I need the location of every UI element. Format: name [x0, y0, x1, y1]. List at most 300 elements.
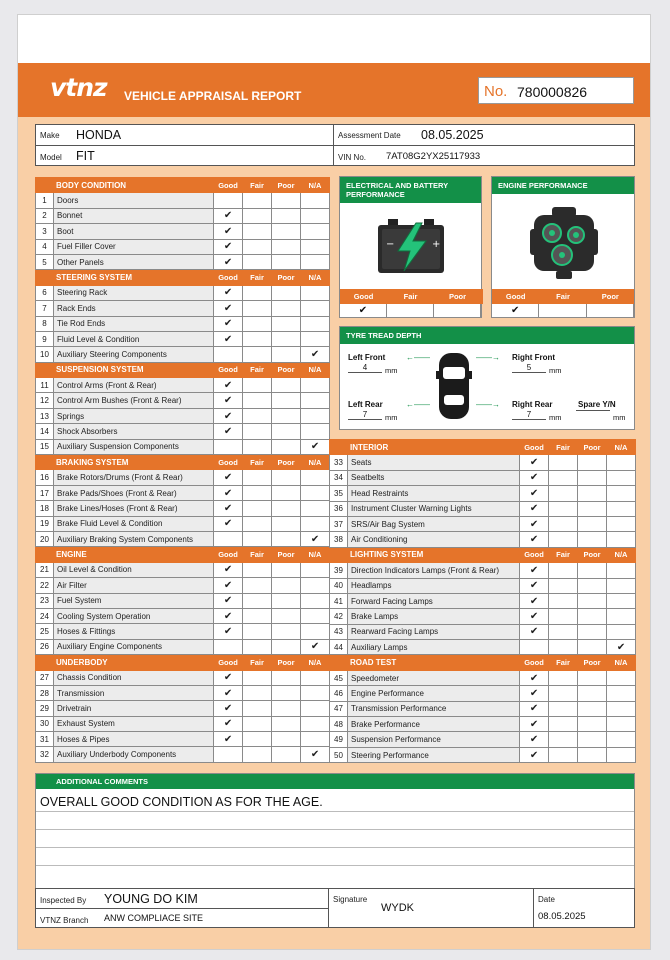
- checklist-row: [330, 624, 636, 639]
- checkbox-good[interactable]: [214, 393, 243, 408]
- checkbox-fair[interactable]: [243, 578, 272, 593]
- checkbox-fair[interactable]: [243, 285, 272, 300]
- vehicle-info: [35, 124, 635, 166]
- checkbox-fair[interactable]: [243, 316, 272, 331]
- column-header-good: Good: [520, 547, 549, 562]
- checkbox-n-a[interactable]: [301, 578, 330, 593]
- checkbox-poor[interactable]: [272, 685, 301, 700]
- checkbox-good[interactable]: [214, 701, 243, 716]
- checkbox-n-a[interactable]: [301, 378, 330, 393]
- checkbox-fair[interactable]: [243, 501, 272, 516]
- checkbox-poor[interactable]: [272, 224, 301, 239]
- checkbox-fair[interactable]: [387, 304, 434, 318]
- checkbox-poor[interactable]: [578, 747, 607, 762]
- checklist-row: [330, 470, 636, 485]
- column-header-poor: Poor: [448, 292, 467, 301]
- column-header-n-a: N/A: [301, 178, 330, 193]
- checkbox-n-a[interactable]: [301, 624, 330, 639]
- checklist-row: [330, 640, 636, 655]
- item-label: Auxiliary Engine Components: [54, 639, 214, 654]
- checkbox-poor[interactable]: [272, 701, 301, 716]
- checkbox-n-a[interactable]: [301, 408, 330, 423]
- right-front-value: 5: [512, 363, 546, 373]
- checkbox-n-a[interactable]: [301, 439, 330, 454]
- checkbox-fair[interactable]: [539, 304, 586, 318]
- item-number: 20: [36, 531, 54, 546]
- checkbox-fair[interactable]: [243, 531, 272, 546]
- check-mark-icon: ✔: [223, 502, 233, 514]
- checkbox-n-a[interactable]: [607, 670, 636, 685]
- item-number: 26: [36, 639, 54, 654]
- checkbox-poor[interactable]: [272, 531, 301, 546]
- check-mark-icon: ✔: [223, 626, 233, 638]
- checkbox-poor[interactable]: [272, 578, 301, 593]
- checkbox-poor[interactable]: [578, 717, 607, 732]
- checkbox-n-a[interactable]: [607, 609, 636, 624]
- checkbox-poor[interactable]: [272, 732, 301, 747]
- make-value: HONDA: [76, 128, 122, 142]
- checklist-row: [36, 593, 330, 608]
- check-mark-icon: ✔: [223, 610, 233, 622]
- checkbox-good[interactable]: [492, 304, 539, 318]
- checkbox-n-a[interactable]: [301, 639, 330, 654]
- check-mark-icon: ✔: [529, 564, 539, 576]
- vin-label: VIN No.: [338, 153, 367, 162]
- checkbox-good[interactable]: [520, 486, 549, 501]
- checkbox-n-a[interactable]: [301, 716, 330, 731]
- checkbox-poor[interactable]: [272, 516, 301, 531]
- checkbox-poor[interactable]: [578, 455, 607, 470]
- checkbox-good[interactable]: [214, 485, 243, 500]
- check-mark-icon: ✔: [310, 533, 320, 545]
- checkbox-poor[interactable]: [272, 608, 301, 623]
- checkbox-fair[interactable]: [243, 254, 272, 269]
- checkbox-n-a[interactable]: [607, 455, 636, 470]
- checklist-row: [330, 455, 636, 470]
- checkbox-n-a[interactable]: [301, 285, 330, 300]
- item-label: Seats: [348, 455, 520, 470]
- checkbox-fair[interactable]: [243, 331, 272, 346]
- item-number: 42: [330, 609, 348, 624]
- check-mark-icon: ✔: [529, 610, 539, 622]
- checkbox-good[interactable]: [520, 670, 549, 685]
- checkbox-n-a[interactable]: [607, 563, 636, 578]
- checkbox-good[interactable]: [340, 304, 387, 318]
- item-label: Doors: [54, 193, 214, 208]
- checkbox-good[interactable]: [520, 747, 549, 762]
- item-label: Brake Performance: [348, 717, 520, 732]
- checkbox-fair[interactable]: [243, 701, 272, 716]
- checkbox-fair[interactable]: [243, 239, 272, 254]
- checkbox-poor[interactable]: [578, 686, 607, 701]
- checkbox-fair[interactable]: [243, 393, 272, 408]
- checkbox-n-a[interactable]: [607, 516, 636, 531]
- checkbox-fair[interactable]: [549, 624, 578, 639]
- checkbox-n-a[interactable]: [301, 485, 330, 500]
- checkbox-fair[interactable]: [549, 609, 578, 624]
- check-mark-icon: ✔: [529, 749, 539, 761]
- checkbox-poor[interactable]: [578, 516, 607, 531]
- checkbox-poor[interactable]: [272, 670, 301, 685]
- checkbox-fair[interactable]: [549, 563, 578, 578]
- checkbox-n-a[interactable]: [301, 685, 330, 700]
- report-number: 780000826: [517, 84, 588, 100]
- checkbox-n-a[interactable]: [301, 670, 330, 685]
- checkbox-good[interactable]: [214, 301, 243, 316]
- checkbox-n-a[interactable]: [301, 516, 330, 531]
- checklist-row: [36, 701, 330, 716]
- checkbox-n-a[interactable]: [301, 593, 330, 608]
- item-label: Cooling System Operation: [54, 608, 214, 623]
- svg-text:+: +: [432, 239, 441, 250]
- checkbox-fair[interactable]: [549, 701, 578, 716]
- checklist-row: [330, 701, 636, 716]
- left-rear-label: Left Rear: [348, 400, 383, 409]
- checkbox-fair[interactable]: [549, 532, 578, 547]
- checkbox-good[interactable]: [214, 224, 243, 239]
- checkbox-good[interactable]: [520, 455, 549, 470]
- checkbox-good[interactable]: [214, 716, 243, 731]
- make-label: Make: [40, 131, 60, 140]
- checkbox-n-a[interactable]: [301, 608, 330, 623]
- checkbox-good[interactable]: [214, 470, 243, 485]
- checkbox-fair[interactable]: [243, 301, 272, 316]
- checkbox-good[interactable]: [214, 578, 243, 593]
- checkbox-poor[interactable]: [578, 593, 607, 608]
- checkbox-poor[interactable]: [272, 254, 301, 269]
- checkbox-n-a[interactable]: [301, 208, 330, 223]
- checkbox-fair[interactable]: [549, 717, 578, 732]
- checkbox-good[interactable]: [520, 686, 549, 701]
- check-mark-icon: ✔: [529, 595, 539, 607]
- checkbox-n-a[interactable]: [607, 624, 636, 639]
- checkbox-fair[interactable]: [243, 624, 272, 639]
- checkbox-fair[interactable]: [243, 593, 272, 608]
- svg-text:−: −: [386, 239, 395, 250]
- checkbox-n-a[interactable]: [607, 593, 636, 608]
- checkbox-poor[interactable]: [272, 424, 301, 439]
- checkbox-poor[interactable]: [272, 485, 301, 500]
- checkbox-fair[interactable]: [549, 516, 578, 531]
- checkbox-n-a[interactable]: [301, 224, 330, 239]
- checkbox-fair[interactable]: [549, 578, 578, 593]
- checkbox-poor[interactable]: [272, 716, 301, 731]
- electrical-title: ELECTRICAL AND BATTERY PERFORMANCE: [340, 177, 481, 203]
- left-rear-unit: mm: [385, 413, 398, 422]
- checkbox-poor[interactable]: [578, 624, 607, 639]
- checkbox-poor[interactable]: [272, 439, 301, 454]
- checkbox-good[interactable]: [520, 563, 549, 578]
- checkbox-n-a[interactable]: [301, 301, 330, 316]
- spare-label: Spare Y/N: [578, 400, 616, 409]
- checkbox-good[interactable]: [520, 578, 549, 593]
- item-label: Shock Absorbers: [54, 424, 214, 439]
- item-label: Oil Level & Condition: [54, 562, 214, 577]
- checkbox-fair[interactable]: [243, 224, 272, 239]
- checklist-row: [330, 717, 636, 732]
- checkbox-n-a[interactable]: [301, 331, 330, 346]
- column-header-good: Good: [214, 547, 243, 562]
- checkbox-n-a[interactable]: [607, 747, 636, 762]
- check-mark-icon: ✔: [529, 534, 539, 546]
- checkbox-fair[interactable]: [243, 193, 272, 208]
- checkbox-poor[interactable]: [272, 562, 301, 577]
- checkbox-good[interactable]: [214, 331, 243, 346]
- checkbox-poor[interactable]: [272, 593, 301, 608]
- right-rear-value: 7: [512, 410, 546, 420]
- checkbox-fair[interactable]: [243, 424, 272, 439]
- checkbox-good[interactable]: [520, 701, 549, 716]
- checkbox-poor[interactable]: [272, 393, 301, 408]
- item-number: 49: [330, 732, 348, 747]
- checkbox-fair[interactable]: [549, 455, 578, 470]
- column-header-fair: Fair: [243, 655, 272, 670]
- checkbox-poor[interactable]: [272, 747, 301, 762]
- checkbox-n-a[interactable]: [607, 717, 636, 732]
- item-label: Rack Ends: [54, 301, 214, 316]
- checkbox-good[interactable]: [214, 732, 243, 747]
- checkbox-good[interactable]: [520, 470, 549, 485]
- checkbox-fair[interactable]: [243, 208, 272, 223]
- checkbox-good[interactable]: [214, 670, 243, 685]
- checkbox-good[interactable]: [214, 347, 243, 362]
- checkbox-n-a[interactable]: [607, 732, 636, 747]
- checkbox-n-a[interactable]: [607, 470, 636, 485]
- item-number: 15: [36, 439, 54, 454]
- checkbox-poor[interactable]: [272, 347, 301, 362]
- checkbox-fair[interactable]: [243, 378, 272, 393]
- checkbox-fair[interactable]: [549, 747, 578, 762]
- right-rear-unit: mm: [549, 413, 562, 422]
- checkbox-fair[interactable]: [549, 670, 578, 685]
- checkbox-good[interactable]: [214, 685, 243, 700]
- checkbox-n-a[interactable]: [301, 562, 330, 577]
- item-number: 29: [36, 701, 54, 716]
- checkbox-poor[interactable]: [272, 193, 301, 208]
- checkbox-good[interactable]: [214, 239, 243, 254]
- column-header-poor: Poor: [578, 440, 607, 455]
- checkbox-good[interactable]: [214, 193, 243, 208]
- checklist-row: [36, 439, 330, 454]
- item-label: Control Arm Bushes (Front & Rear): [54, 393, 214, 408]
- checkbox-poor[interactable]: [272, 301, 301, 316]
- checklist-row: [330, 670, 636, 685]
- checkbox-good[interactable]: [214, 608, 243, 623]
- checkbox-fair[interactable]: [243, 685, 272, 700]
- checkbox-fair[interactable]: [243, 716, 272, 731]
- arrow-left-front-icon: ←——: [406, 353, 430, 362]
- checkbox-fair[interactable]: [549, 593, 578, 608]
- checkbox-poor[interactable]: [578, 563, 607, 578]
- checkbox-n-a[interactable]: [301, 424, 330, 439]
- checkbox-n-a[interactable]: [607, 701, 636, 716]
- checkbox-poor[interactable]: [578, 609, 607, 624]
- checkbox-fair[interactable]: [243, 408, 272, 423]
- checkbox-good[interactable]: [214, 285, 243, 300]
- checkbox-fair[interactable]: [243, 439, 272, 454]
- checkbox-fair[interactable]: [243, 516, 272, 531]
- checkbox-fair[interactable]: [243, 470, 272, 485]
- section-title: STEERING SYSTEM: [36, 270, 214, 285]
- checkbox-fair[interactable]: [243, 485, 272, 500]
- checkbox-good[interactable]: [214, 531, 243, 546]
- checkbox-good[interactable]: [520, 532, 549, 547]
- checkbox-good[interactable]: [520, 593, 549, 608]
- item-number: 4: [36, 239, 54, 254]
- checkbox-poor[interactable]: [272, 408, 301, 423]
- checklist-row: [330, 747, 636, 762]
- checkbox-good[interactable]: [214, 424, 243, 439]
- checkbox-good[interactable]: [214, 408, 243, 423]
- checkbox-good[interactable]: [214, 501, 243, 516]
- checkbox-fair[interactable]: [243, 639, 272, 654]
- checklist-row: [36, 393, 330, 408]
- checkbox-good[interactable]: [520, 717, 549, 732]
- checkbox-poor[interactable]: [272, 331, 301, 346]
- checkbox-poor[interactable]: [578, 470, 607, 485]
- checklist-row: [330, 516, 636, 531]
- checklist-row: [330, 609, 636, 624]
- checkbox-good[interactable]: [520, 732, 549, 747]
- checkbox-n-a[interactable]: [607, 501, 636, 516]
- item-number: 41: [330, 593, 348, 608]
- column-header-good: Good: [214, 455, 243, 470]
- checkbox-fair[interactable]: [549, 486, 578, 501]
- checkbox-good[interactable]: [214, 516, 243, 531]
- item-label: Air Filter: [54, 578, 214, 593]
- checkbox-poor[interactable]: [578, 578, 607, 593]
- checkbox-poor[interactable]: [587, 304, 634, 318]
- checkbox-fair[interactable]: [549, 501, 578, 516]
- checkbox-good[interactable]: [520, 624, 549, 639]
- checkbox-fair[interactable]: [243, 608, 272, 623]
- checkbox-good[interactable]: [520, 609, 549, 624]
- column-header-fair: Fair: [243, 178, 272, 193]
- item-number: 2: [36, 208, 54, 223]
- checkbox-fair[interactable]: [243, 732, 272, 747]
- checkbox-good[interactable]: [214, 639, 243, 654]
- checkbox-fair[interactable]: [243, 347, 272, 362]
- checkbox-n-a[interactable]: [301, 732, 330, 747]
- comments-text: OVERALL GOOD CONDITION AS FOR THE AGE.: [40, 795, 323, 809]
- checklist-row: [36, 424, 330, 439]
- checklist-row: [36, 531, 330, 546]
- checkbox-poor[interactable]: [578, 732, 607, 747]
- checkbox-n-a[interactable]: [301, 254, 330, 269]
- checkbox-good[interactable]: [214, 208, 243, 223]
- checkbox-good[interactable]: [214, 378, 243, 393]
- checkbox-n-a[interactable]: [301, 393, 330, 408]
- item-number: 8: [36, 316, 54, 331]
- column-header-fair: Fair: [403, 292, 418, 301]
- checkbox-n-a[interactable]: [301, 501, 330, 516]
- column-header-fair: Fair: [549, 655, 578, 670]
- checkbox-n-a[interactable]: [301, 701, 330, 716]
- checkbox-n-a[interactable]: [607, 532, 636, 547]
- item-label: Headlamps: [348, 578, 520, 593]
- item-label: Air Conditioning: [348, 532, 520, 547]
- checkbox-good[interactable]: [520, 501, 549, 516]
- checkbox-poor[interactable]: [578, 640, 607, 655]
- checkbox-good[interactable]: [214, 316, 243, 331]
- checklist-row: [36, 716, 330, 731]
- checkbox-fair[interactable]: [243, 747, 272, 762]
- checkbox-fair[interactable]: [549, 732, 578, 747]
- checklist-row: [36, 624, 330, 639]
- checklist-row: [36, 685, 330, 700]
- checkbox-good[interactable]: [214, 624, 243, 639]
- check-mark-icon: ✔: [223, 302, 233, 314]
- checkbox-fair[interactable]: [549, 640, 578, 655]
- checkbox-poor[interactable]: [578, 670, 607, 685]
- checkbox-n-a[interactable]: [301, 316, 330, 331]
- checkbox-poor[interactable]: [272, 208, 301, 223]
- checkbox-fair[interactable]: [549, 470, 578, 485]
- checkbox-n-a[interactable]: [301, 347, 330, 362]
- check-mark-icon: ✔: [223, 425, 233, 437]
- checkbox-poor[interactable]: [272, 285, 301, 300]
- column-header-poor: Poor: [272, 655, 301, 670]
- checkbox-good[interactable]: [214, 439, 243, 454]
- checkbox-n-a[interactable]: [301, 239, 330, 254]
- checkbox-good[interactable]: [214, 562, 243, 577]
- checkbox-poor[interactable]: [578, 501, 607, 516]
- item-number: 19: [36, 516, 54, 531]
- item-label: Exhaust System: [54, 716, 214, 731]
- checkbox-poor[interactable]: [272, 470, 301, 485]
- checkbox-poor[interactable]: [578, 701, 607, 716]
- checkbox-poor[interactable]: [272, 624, 301, 639]
- checkbox-n-a[interactable]: [301, 193, 330, 208]
- checkbox-fair[interactable]: [549, 686, 578, 701]
- checkbox-poor[interactable]: [434, 304, 481, 318]
- checkbox-poor[interactable]: [272, 378, 301, 393]
- checkbox-n-a[interactable]: [301, 531, 330, 546]
- arrow-left-rear-icon: ←——: [406, 400, 430, 409]
- checklist-row: [330, 563, 636, 578]
- checkbox-good[interactable]: [214, 747, 243, 762]
- checkbox-fair[interactable]: [243, 562, 272, 577]
- checkbox-poor[interactable]: [272, 639, 301, 654]
- item-number: 30: [36, 716, 54, 731]
- column-header-fair: Fair: [243, 270, 272, 285]
- checkbox-poor[interactable]: [578, 486, 607, 501]
- checkbox-fair[interactable]: [243, 670, 272, 685]
- checkbox-poor[interactable]: [272, 501, 301, 516]
- check-mark-icon: ✔: [223, 395, 233, 407]
- checkbox-poor[interactable]: [272, 239, 301, 254]
- checkbox-n-a[interactable]: [607, 686, 636, 701]
- item-number: 18: [36, 501, 54, 516]
- checkbox-n-a[interactable]: [607, 640, 636, 655]
- checkbox-good[interactable]: [214, 593, 243, 608]
- spare-value: [576, 410, 610, 411]
- checkbox-n-a[interactable]: [301, 747, 330, 762]
- item-number: 37: [330, 516, 348, 531]
- checkbox-poor[interactable]: [578, 532, 607, 547]
- checkbox-good[interactable]: [520, 640, 549, 655]
- spare-unit: mm: [613, 413, 626, 422]
- item-number: 7: [36, 301, 54, 316]
- checkbox-good[interactable]: [520, 516, 549, 531]
- checkbox-n-a[interactable]: [301, 470, 330, 485]
- checkbox-n-a[interactable]: [607, 486, 636, 501]
- checkbox-poor[interactable]: [272, 316, 301, 331]
- check-mark-icon: ✔: [223, 687, 233, 699]
- column-header-fair: Fair: [243, 362, 272, 377]
- checkbox-good[interactable]: [214, 254, 243, 269]
- checkbox-n-a[interactable]: [607, 578, 636, 593]
